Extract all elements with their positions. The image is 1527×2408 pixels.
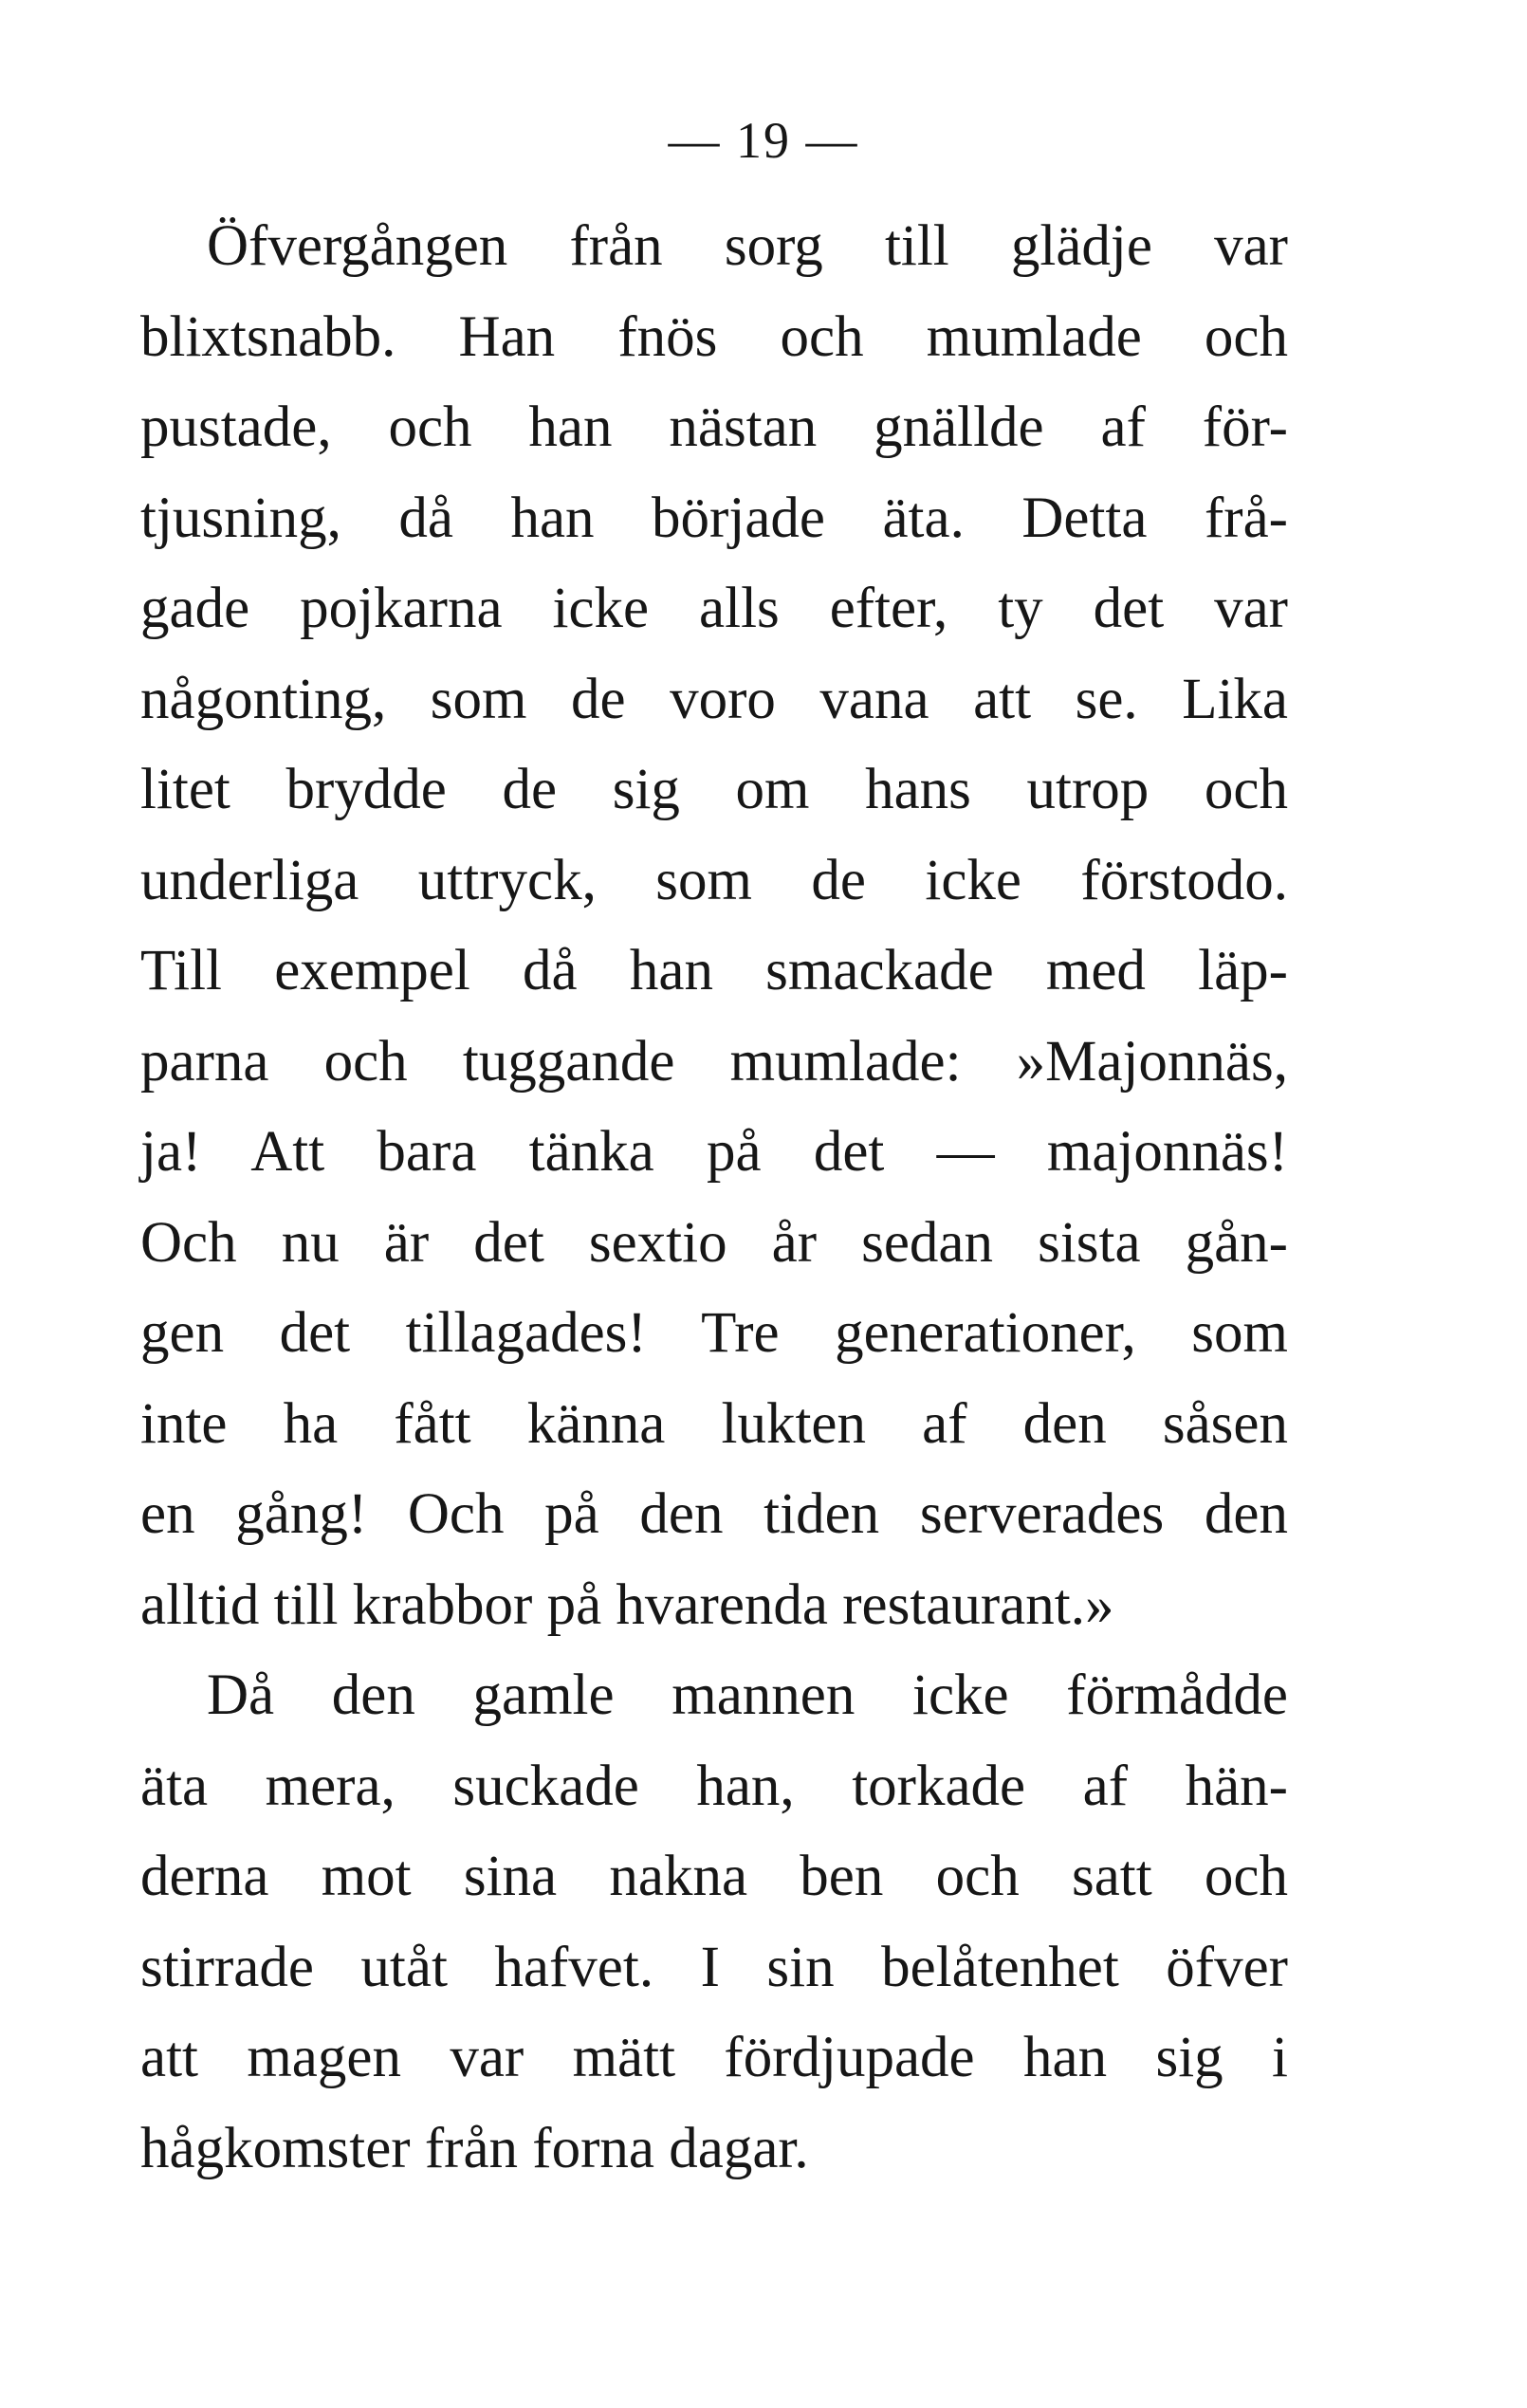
text-line: gade pojkarna icke alls efter, ty det var — [140, 577, 1288, 640]
text-line: pustade, och han nästan gnällde af för- — [140, 395, 1288, 459]
text-line: någonting, som de voro vana att se. Lika — [140, 667, 1288, 731]
text-line: att magen var mätt fördjupade han sig i — [140, 2026, 1288, 2089]
text-line: parna och tuggande mumlade: »Majonnäs, — [140, 1029, 1288, 1094]
text-line: gen det tillagades! Tre generationer, som — [140, 1301, 1288, 1365]
text-line: ja! Att bara tänka på det — majonnäs! — [140, 1120, 1288, 1184]
text-line: underliga uttryck, som de icke förstodo. — [140, 848, 1288, 912]
text-line: Öfvergången från sorg till glädje var — [207, 214, 1288, 278]
text-line: alltid till krabbor på hvarenda restaurant.» — [140, 1572, 1114, 1637]
text-line: inte ha fått känna lukten af den såsen — [140, 1391, 1288, 1456]
page-number: — 19 — — [668, 112, 859, 169]
text-line: stirrade utåt hafvet. I sin belåtenhet öfver — [140, 1935, 1288, 1999]
text-line: hågkomster från forna dagar. — [140, 2116, 809, 2180]
text-line: äta mera, suckade han, torkade af hän- — [140, 1754, 1288, 1818]
text-line: Till exempel då han smackade med läp- — [140, 939, 1288, 1002]
body-text — [140, 201, 1288, 2194]
text-line: en gång! Och på den tiden serverades den — [140, 1482, 1288, 1546]
text-line: litet brydde de sig om hans utrop och — [140, 758, 1288, 821]
text-line: blixtsnabb. Han fnös och mumlade och — [140, 304, 1288, 369]
text-line: tjusning, då han började äta. Detta frå- — [140, 486, 1288, 550]
text-line: Då den gamle mannen icke förmådde — [207, 1664, 1288, 1727]
text-line: derna mot sina nakna ben och satt och — [140, 1845, 1288, 1908]
text-line: Och nu är det sextio år sedan sista gån- — [140, 1210, 1288, 1275]
